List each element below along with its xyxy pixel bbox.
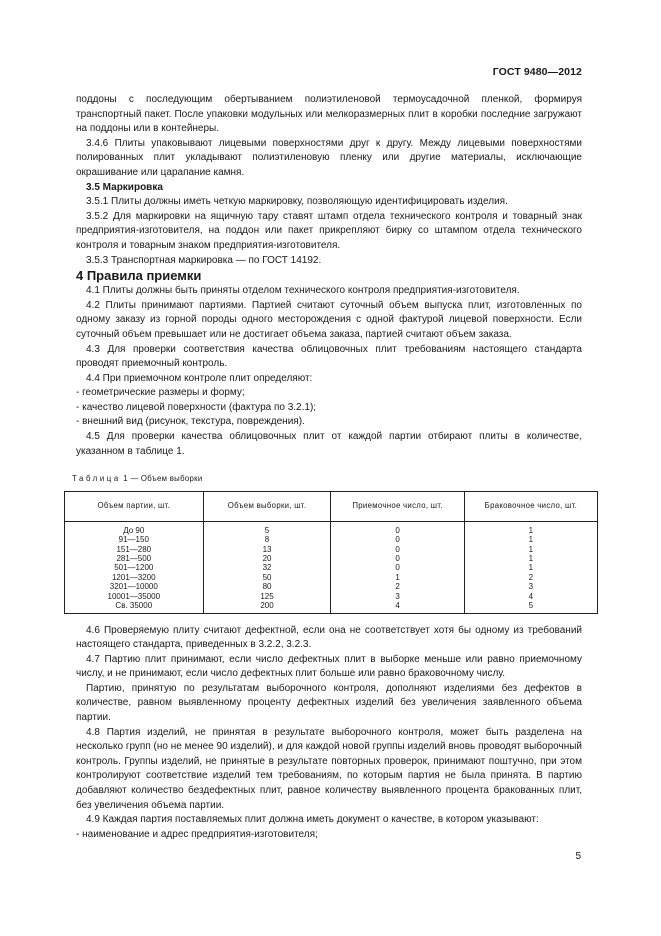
paragraph-3-4-6: 3.4.6 Плиты упаковывают лицевыми поверхностями друг к другу. Между лицевыми поверхностями полированных плит укладывают полиэтиленовую пленку или другие материалы, исключающие окрашивание или царапание камня. bbox=[76, 137, 582, 178]
table-header-cell: Приемочное число, шт. bbox=[331, 491, 464, 521]
paragraph-4-4: 4.4 При приемочном контроле плит определяют: bbox=[86, 372, 313, 384]
page-number: 5 bbox=[575, 851, 581, 862]
table-row bbox=[65, 563, 598, 572]
table-cell: 3 bbox=[331, 592, 464, 601]
table-cell: 13 bbox=[203, 545, 331, 554]
table-row bbox=[65, 582, 598, 591]
paragraph-4-8: 4.8 Партия изделий, не принятая в результате выборочного контроля, может быть разделена на несколько групп (но не менее 90 изделий), и для каждой новой группы изделий вновь проводят выборочный контроль. Группы изделий, не принятые в результате повторных проверок, принимают поштучно, при этом контролируют соответствие изделий тем требованиям, по которым партия не была принята. В партию добавляют количество бездефектных плит, равное количеству выявленного процента бракованных плит, без увеличения объема партии. bbox=[76, 726, 582, 811]
list-item: - геометрические размеры и форму; bbox=[76, 387, 245, 399]
table-cell: 4 bbox=[464, 592, 597, 601]
table-caption-title: 1 — Объем выборки bbox=[120, 474, 203, 484]
table-row bbox=[65, 554, 598, 563]
table-cell: 200 bbox=[203, 601, 331, 613]
table-row bbox=[65, 521, 598, 535]
table-cell: 0 bbox=[331, 521, 464, 535]
table-cell: 4 bbox=[331, 601, 464, 613]
table-cell: 20 bbox=[203, 554, 331, 563]
table-cell: 0 bbox=[331, 535, 464, 544]
table-cell: 8 bbox=[203, 535, 331, 544]
table-cell: 3 bbox=[464, 582, 597, 591]
table-cell: 0 bbox=[331, 554, 464, 563]
table-cell: 3201—10000 bbox=[65, 582, 204, 591]
table-header-row bbox=[65, 491, 598, 521]
table-row bbox=[65, 535, 598, 544]
table-cell: До 90 bbox=[65, 521, 204, 535]
table-row bbox=[65, 592, 598, 601]
sample-size-table bbox=[64, 491, 598, 614]
paragraph: поддоны с последующим обертыванием полиэтиленовой термоусадочной пленкой, формируя транспортный пакет. После упаковки модульных или мелкоразмерных плит в коробки последние загружают на поддоны или в контейнеры. bbox=[76, 94, 582, 135]
page-content bbox=[72, 93, 582, 842]
table-cell: 0 bbox=[331, 563, 464, 572]
table-cell: 2 bbox=[331, 582, 464, 591]
table-cell: 281—500 bbox=[65, 554, 204, 563]
table-cell: 50 bbox=[203, 573, 331, 582]
list-item: - качество лицевой поверхности (фактура по 3.2.1); bbox=[76, 401, 317, 413]
paragraph: Партию, принятую по результатам выборочного контроля, дополняют изделиями без дефектов в количестве, равном выявленному проценту дефектных изделий без увеличения заявленного объема партии. bbox=[76, 682, 582, 724]
table-cell: 5 bbox=[203, 521, 331, 535]
table-cell: 1201—3200 bbox=[65, 573, 204, 582]
paragraph-4-9: 4.9 Каждая партия поставляемых плит должна иметь документ о качестве, в котором указывают: bbox=[86, 814, 539, 826]
table-cell: 1 bbox=[331, 573, 464, 582]
table-cell: 91—150 bbox=[65, 535, 204, 544]
standard-code-header: ГОСТ 9480—2012 bbox=[492, 66, 582, 78]
table-row bbox=[65, 545, 598, 554]
table-header-cell: Объем выборки, шт. bbox=[203, 491, 331, 521]
table-cell: 1 bbox=[464, 563, 597, 572]
table-cell: 125 bbox=[203, 592, 331, 601]
table-cell: 80 bbox=[203, 582, 331, 591]
list-item: - наименование и адрес предприятия-изготовителя; bbox=[76, 828, 318, 840]
table-cell: 32 bbox=[203, 563, 331, 572]
table-cell: 151—280 bbox=[65, 545, 204, 554]
table-header-cell: Браковочное число, шт. bbox=[464, 491, 597, 521]
paragraph-4-2: 4.2 Плиты принимают партиями. Партией считают суточный объем выпуска плит, изготовленных по одному заказу из горной породы одного месторождения с одной фактурой лицевой поверхности. Если суточный объем превышает или не достигает объема заказа, партией считают объем заказа. bbox=[76, 299, 582, 340]
section-heading-3-5: 3.5 Маркировка bbox=[86, 181, 163, 193]
paragraph-3-5-2: 3.5.2 Для маркировки на ящичную тару ставят штамп отдела технического контроля и товарный знак предприятия-изготовителя, на поддон или пакет прикрепляют бирку со штампом отдела технического контроля и товарным знаком предприятия-изготовителя. bbox=[76, 210, 582, 251]
section-heading-4: 4 Правила приемки bbox=[76, 268, 202, 284]
table-caption bbox=[72, 472, 582, 487]
paragraph-4-6: 4.6 Проверяемую плиту считают дефектной, если она не соответствует хотя бы одному из требований настоящего стандарта, приведенных в 3.2.2, 3.2.3. bbox=[76, 624, 582, 651]
table-caption-label: Таблица bbox=[72, 474, 121, 484]
paragraph-4-5: 4.5 Для проверки качества облицовочных плит от каждой партии отбирают плиты в количестве, указанном в таблице 1. bbox=[76, 431, 582, 457]
list-item: - внешний вид (рисунок, текстура, повреждения). bbox=[76, 416, 305, 428]
table-row bbox=[65, 573, 598, 582]
table-cell: 1 bbox=[464, 554, 597, 563]
table-cell: 1 bbox=[464, 535, 597, 544]
table-row bbox=[65, 601, 598, 613]
table-header-cell: Объем партии, шт. bbox=[65, 491, 204, 521]
paragraph-4-7: 4.7 Партию плит принимают, если число дефектных плит в выборке меньше или равно приемочному числу, и не принимают, если число дефектных плит больше или равно браковочному числу. bbox=[76, 653, 582, 680]
paragraph-4-3: 4.3 Для проверки соответствия качества облицовочных плит требованиям настоящего стандарта проводят приемочный контроль. bbox=[76, 343, 582, 370]
table-cell: 5 bbox=[464, 601, 597, 613]
paragraph-3-5-1: 3.5.1 Плиты должны иметь четкую маркировку, позволяющую идентифицировать изделия. bbox=[86, 196, 508, 208]
table-cell: 2 bbox=[464, 573, 597, 582]
table-cell: 501—1200 bbox=[65, 563, 204, 572]
table-cell: 10001—35000 bbox=[65, 592, 204, 601]
paragraph-4-1: 4.1 Плиты должны быть приняты отделом технического контроля предприятия-изготовителя. bbox=[86, 285, 520, 297]
table-cell: 1 bbox=[464, 521, 597, 535]
table-cell: 0 bbox=[331, 545, 464, 554]
table-cell: 1 bbox=[464, 545, 597, 554]
table-cell: Св. 35000 bbox=[65, 601, 204, 613]
paragraph-3-5-3: 3.5.3 Транспортная маркировка — по ГОСТ 14192. bbox=[86, 254, 322, 266]
